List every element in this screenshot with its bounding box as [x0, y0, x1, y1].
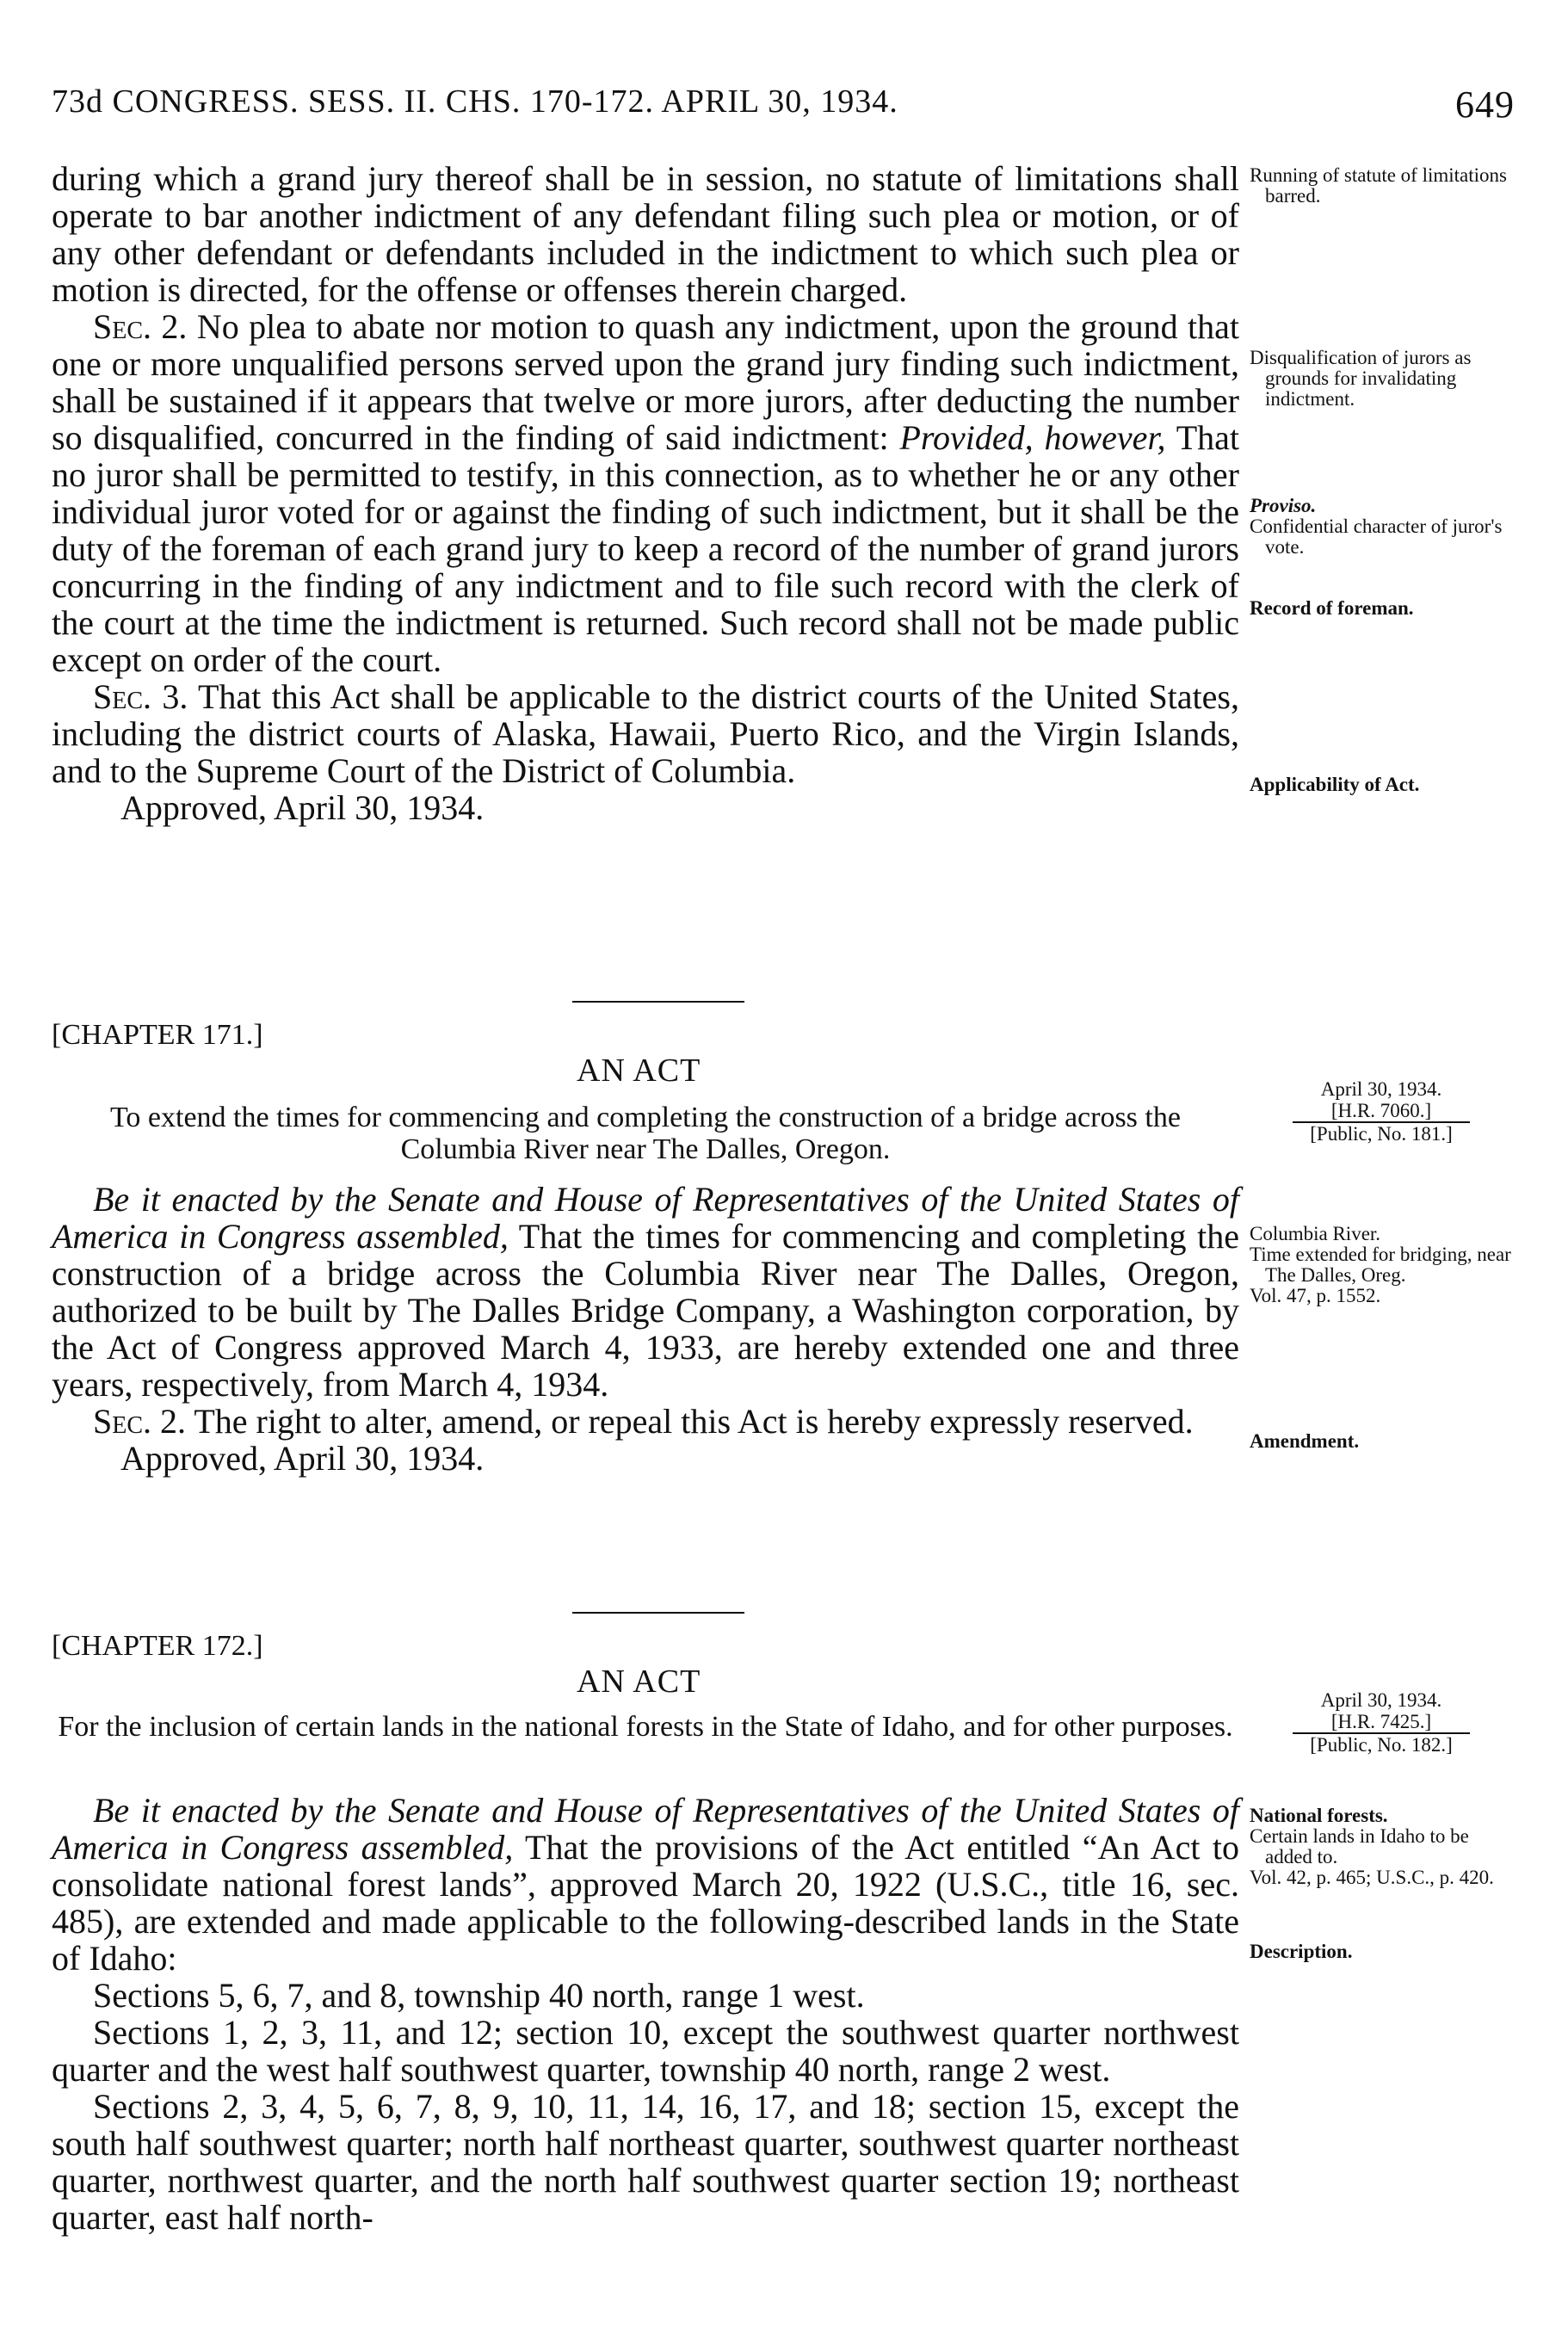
divider-rule — [572, 1001, 744, 1003]
land-description: Sections 1, 2, 3, 11, and 12; section 10, except the southwest quarter northwest quarter and the west half southwest quarter, township 40 north, range 2 west. — [52, 2013, 1239, 2089]
margin-note — [1250, 348, 1516, 410]
enacting-clause — [52, 1792, 1239, 1977]
margin-note-text: Amendment. — [1250, 1430, 1360, 1452]
section-text: No plea to abate nor motion to quash any indictment, upon the ground that one or more unqualified persons served upon the grand jury finding such indictment, shall be sustained if it appears that twelve or more jurors, after deducting the number so disqualified, concurred in the finding of said indictment: — [52, 307, 1240, 457]
margin-note — [1250, 1431, 1516, 1452]
margin-note-text: Columbia River. — [1250, 1223, 1381, 1244]
enacting-text: Be it enacted by the Senate and House of Representatives of the United States of America in Congress assembled, — [52, 1791, 1239, 1867]
margin-note — [1250, 1941, 1516, 1962]
act-body: That the provisions of the Act entitled “An Act to consolidate national forest lands”, approved March 20, 1922 (U.S.C., title 16, sec. 485), are extended and made applicable to the following-described lands in the State of Idaho: — [52, 1828, 1240, 1978]
margin-note-text: Applicability of Act. — [1250, 774, 1420, 795]
margin-note-text: Description. — [1250, 1941, 1353, 1962]
public-law-number: [Public, No. 182.] — [1293, 1732, 1469, 1756]
act-dates — [1239, 1689, 1523, 1756]
page-header — [52, 83, 1515, 134]
section-label: Sec. 2. — [93, 1402, 187, 1441]
act-body: That the times for commencing and completing the construction of a bridge across the Columbia River near The Dalles, Oregon, authorized to be built by The Dalles Bridge Company, a Washington corporation, by the Act of Congress approved March 4, 1933, are hereby extended one and three years, respectively, from March 4, 1934. — [52, 1217, 1239, 1404]
margin-note-text: Running of statute of limitations barred. — [1250, 164, 1507, 207]
section-label: Sec. 2. — [93, 307, 188, 346]
section-label: Sec. 3. — [93, 677, 188, 716]
section-2 — [52, 1403, 1239, 1440]
margin-note-text: Certain lands in Idaho to be added to. — [1250, 1825, 1469, 1867]
margin-note-text: Vol. 42, p. 465; U.S.C., p. 420. — [1250, 1867, 1494, 1888]
divider-rule — [572, 1612, 744, 1614]
proviso-text: Provided, however, — [899, 418, 1166, 457]
margin-note-text: Time extended for bridging, near The Dalles, Oreg. — [1250, 1244, 1511, 1286]
land-description: Sections 2, 3, 4, 5, 6, 7, 8, 9, 10, 11, 14, 16, 17, and 18; section 15, except the south half southwest quarter; north half northeast quarter, southwest quarter northeast quarter, northwest quarter, and the north half southwest quarter section 19; northeast quarter, east half north- — [52, 2087, 1239, 2237]
chapter-172-text — [52, 1792, 1239, 2236]
margin-note-text: Vol. 47, p. 1552. — [1250, 1285, 1381, 1306]
chapter-170-text — [52, 160, 1239, 826]
margin-note-text: Record of foreman. — [1250, 597, 1414, 619]
act-title: To extend the times for commencing and completing the construction of a bridge across the Columbia River near The Dalles, Oregon. — [110, 1102, 1181, 1165]
section-text: That no juror shall be permitted to testify, in this connection, as to whether he or any other individual juror voted for or against the finding of such indictment, but it shall be the duty of the foreman of each grand jury to keep a record of the number of grand jurors concurring in the finding of any indictment and to file such record with the clerk of the court at the time the indictment is returned. Such record shall not be made public except on order of the court. — [52, 418, 1240, 679]
enacting-text: Be it enacted by the Senate and House of Representatives of the United States of America in Congress assembled, — [52, 1180, 1239, 1256]
margin-note-text: National forests. — [1250, 1805, 1388, 1826]
act-title: For the inclusion of certain lands in the national forests in the State of Idaho, and for other purposes. — [58, 1711, 1233, 1743]
act-date: April 30, 1934. — [1320, 1078, 1442, 1100]
margin-note — [1250, 598, 1516, 619]
act-date: April 30, 1934. — [1320, 1689, 1442, 1711]
approved-line: Approved, April 30, 1934. — [120, 1439, 485, 1478]
act-heading: AN ACT — [577, 1664, 701, 1700]
running-head: 73d CONGRESS. SESS. II. CHS. 170-172. APRIL 30, 1934. — [52, 83, 898, 120]
paragraph: during which a grand jury thereof shall be in session, no statute of limitations shall operate to bar another indictment of any defendant filing such plea or motion, or of any other defendant or defendants included in the indictment to which such plea or motion is directed, for the offense or offenses therein charged. — [52, 159, 1239, 309]
act-heading: AN ACT — [577, 1053, 701, 1089]
approved-line: Approved, April 30, 1934. — [120, 788, 485, 827]
public-law-number: [Public, No. 181.] — [1293, 1121, 1469, 1145]
chapter-171-text — [52, 1181, 1239, 1477]
margin-note — [1250, 496, 1516, 558]
enacting-clause — [52, 1181, 1239, 1403]
act-dates — [1239, 1078, 1523, 1145]
margin-note-text: Confidential character of juror's vote. — [1250, 515, 1503, 558]
section-3 — [52, 678, 1239, 789]
margin-note — [1250, 775, 1516, 795]
chapter-heading: [CHAPTER 171.] — [52, 1019, 263, 1051]
section-2 — [52, 308, 1239, 678]
section-text: That this Act shall be applicable to the district courts of the United States, including the district courts of Alaska, Hawaii, Puerto Rico, and the Virgin Islands, and to the Supreme Court of the District of Columbia. — [52, 677, 1239, 790]
margin-note-text: Disqualification of jurors as grounds for invalidating indictment. — [1250, 347, 1472, 410]
bill-number: [H.R. 7060.] — [1330, 1100, 1432, 1121]
page-number: 649 — [1455, 83, 1515, 126]
margin-note — [1250, 1224, 1516, 1306]
margin-note — [1250, 1806, 1516, 1888]
bill-number: [H.R. 7425.] — [1330, 1711, 1432, 1732]
proviso-label: Proviso. — [1250, 495, 1317, 516]
land-description: Sections 5, 6, 7, and 8, township 40 north, range 1 west. — [93, 1976, 865, 2015]
margin-note — [1250, 165, 1516, 207]
chapter-heading: [CHAPTER 172.] — [52, 1630, 263, 1662]
section-text: The right to alter, amend, or repeal this Act is hereby expressly reserved. — [194, 1402, 1194, 1441]
